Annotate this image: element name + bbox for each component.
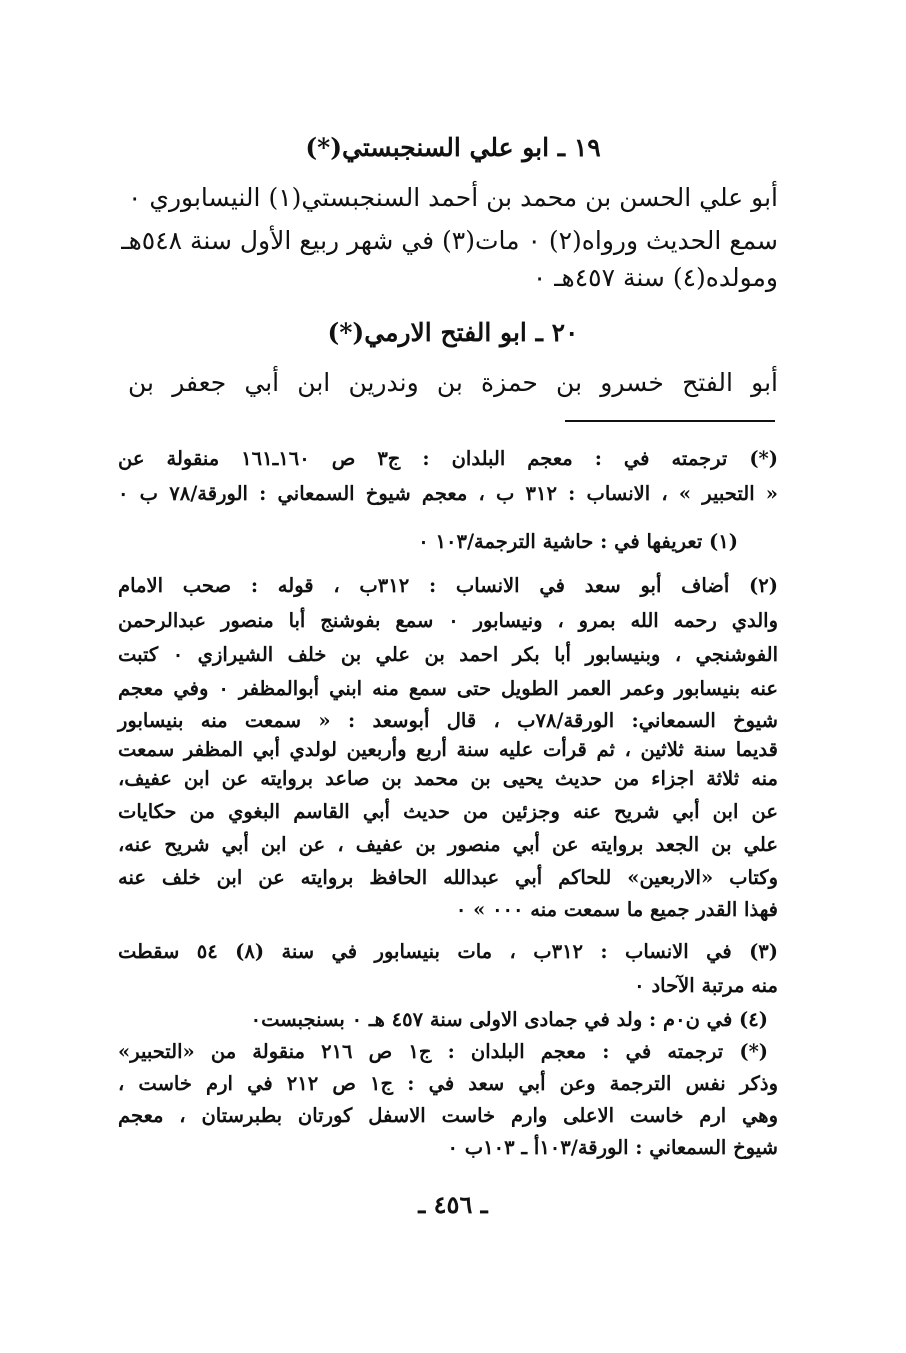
entry-20-line-1: أبو الفتح خسرو بن حمزة بن وندرين ابن أبي جعفر بن (128, 368, 778, 397)
footnote-2-line-10: وكتاب «الاربعين» للحاكم أبي عبدالله الحافظ بروايته عن ابن خلف عنه (118, 866, 778, 889)
footnote-star-2-line-3: وهي ارم خاست الاعلى وارم خاست الاسفل كورتان بطبرستان ، معجم (118, 1104, 778, 1127)
footnote-2-line-6: قديما سنة ثلاثين ، ثم قرأت عليه سنة أربع وأربعين لولدي أبي المظفر سمعت (118, 738, 778, 761)
footnote-1: (١) تعريفها في : حاشية الترجمة/١٠٣ ٠ (418, 530, 738, 553)
entry-19-line-1: أبو علي الحسن بن محمد بن أحمد السنجبستي(١) النيسابوري ٠ (128, 183, 778, 212)
footnote-2-line-1: (٢) أضاف أبو سعد في الانساب : ٣١٢ب ، قوله : صحب الامام (118, 574, 778, 597)
footnote-star-2-line-1: (*) ترجمته في : معجم البلدان : ج١ ص ٢١٦ منقولة من «التحبير» (118, 1040, 768, 1063)
footnote-2-line-4: عنه بنيسابور وعمر العمر الطويل حتى سمع منه ابني أبوالمظفر ٠ وفي معجم (118, 677, 778, 700)
entry-19-heading: ١٩ ـ ابو علي السنجبستي(*) (305, 133, 601, 162)
footnote-star-1-line-1: (*) ترجمته في : معجم البلدان : ج٣ ص ١٦٠ـ١٦١ منقولة عن (118, 447, 778, 470)
entry-19-line-3: ومولده(٤) سنة ٤٥٧هـ ٠ (532, 263, 778, 292)
footnote-star-1-line-2: « التحبير » ، الانساب : ٣١٢ ب ، معجم شيوخ السمعاني : الورقة/٧٨ ب ٠ (118, 482, 778, 505)
footnote-2-line-9: علي بن الجعد بروايته عن أبي منصور بن عفيف ، عن ابن أبي شريح عنه، (118, 833, 778, 856)
entry-19-line-2: سمع الحديث ورواه(٢) ٠ مات(٣) في شهر ربيع الأول سنة ٥٤٨هـ (121, 226, 778, 255)
footnote-4: (٤) في ن٠م : ولد في جمادى الاولى سنة ٤٥٧ هـ ٠ بسنجبست٠ (250, 1008, 768, 1031)
footnote-2-line-5: شيوخ السمعاني: الورقة/٧٨ب ، قال أبوسعد : « سمعت منه بنيسابور (118, 709, 778, 732)
page-number: ـ ٤٥٦ ـ (418, 1190, 488, 1219)
footnote-2-line-8: عن ابن أبي شريح عنه وجزئين من حديث أبي القاسم البغوي من حكايات (118, 800, 778, 823)
footnote-3-line-1: (٣) في الانساب : ٣١٢ب ، مات بنيسابور في سنة (٨) ٥٤ سقطت (118, 940, 779, 963)
footnote-3-line-2: منه مرتبة الآحاد ٠ (634, 974, 778, 997)
footnote-2-line-3: الفوشنجي ، وبنيسابور أبا بكر احمد بن علي بن خلف الشيرازي ٠ كتبت (118, 643, 778, 666)
footnote-star-2-line-4: شيوخ السمعاني : الورقة/١٠٣أ ـ ١٠٣ب ٠ (447, 1136, 778, 1159)
footnote-separator (565, 420, 775, 422)
footnote-2-line-11: فهذا القدر جميع ما سمعت منه ٠٠٠ » ٠ (455, 898, 778, 921)
footnote-2-line-7: منه ثلاثة اجزاء من حديث يحيى بن محمد بن صاعد بروايته عن ابن عفيف، (118, 767, 778, 790)
entry-20-heading: ٢٠ ـ ابو الفتح الارمي(*) (327, 318, 579, 347)
footnote-star-2-line-2: وذكر نفس الترجمة وعن أبي سعد في : ج١ ص ٢١٢ في ارم خاست ، (118, 1072, 778, 1095)
footnote-2-line-2: والدي رحمه الله بمرو ، ونيسابور ٠ سمع بفوشنج أبا منصور عبدالرحمن (118, 609, 778, 632)
